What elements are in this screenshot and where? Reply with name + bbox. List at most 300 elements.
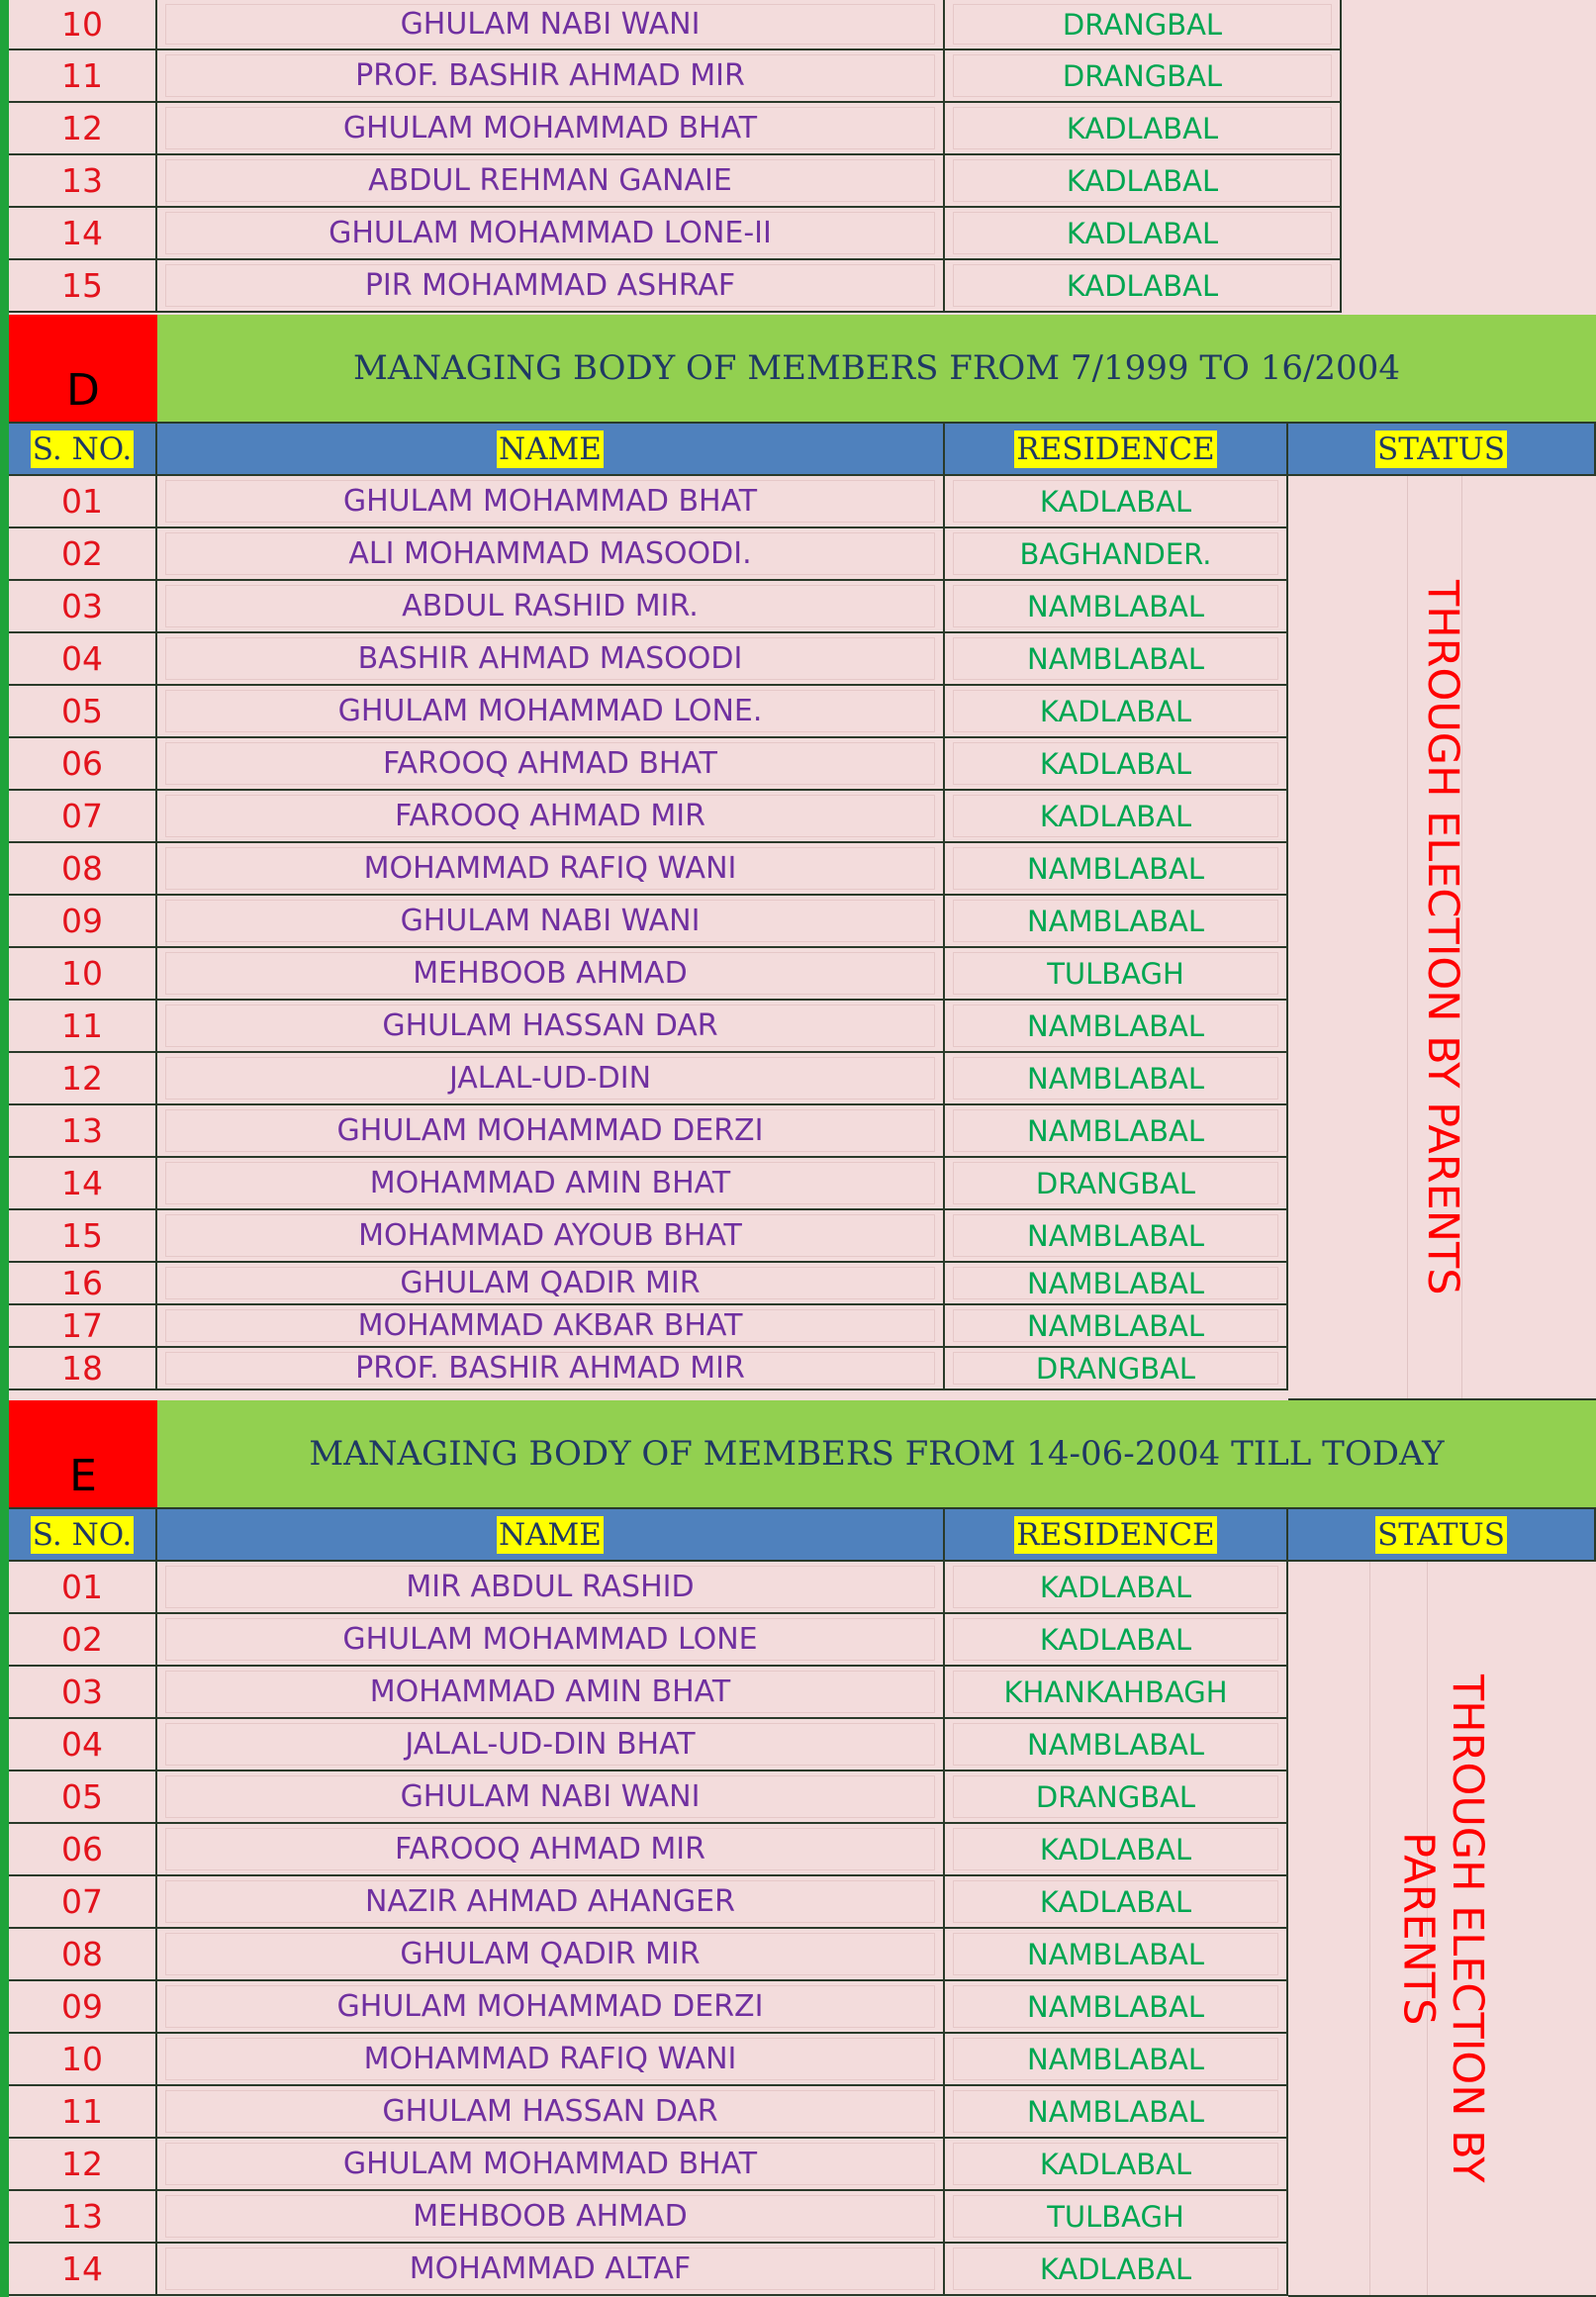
cell-inner-border [165, 1109, 935, 1152]
member-name-cell [157, 686, 945, 738]
member-name-cell [157, 1929, 945, 1981]
cell-inner-border [165, 107, 935, 149]
member-name-text: ABDUL RASHID MIR. [402, 589, 699, 623]
cell-inner-border [165, 585, 935, 627]
member-name-text: MIR ABDUL RASHID [406, 1570, 695, 1604]
cell-inner-border [953, 2248, 1278, 2290]
member-name-cell [157, 1001, 945, 1053]
member-name-text: GHULAM MOHAMMAD DERZI [336, 1113, 764, 1148]
residence-cell [945, 948, 1288, 1001]
member-name-cell [157, 2034, 945, 2086]
cell-inner-border [953, 795, 1278, 837]
residence-text: KADLABAL [1039, 2147, 1192, 2181]
serial-number-cell: 10 [9, 948, 157, 1001]
column-header-name [157, 424, 945, 476]
column-header-label: RESIDENCE [1016, 1516, 1215, 1553]
residence-text: DRANGBAL [1035, 1166, 1196, 1200]
cell-inner-border [953, 480, 1278, 523]
serial-number-cell: 12 [9, 2139, 157, 2191]
residence-text: DRANGBAL [1062, 7, 1223, 42]
cell-inner-border [165, 2248, 935, 2290]
table-row [9, 581, 1279, 633]
section-header-section_e [9, 1400, 1596, 1509]
serial-number-cell: 18 [9, 1348, 157, 1390]
serial-number-cell: 11 [9, 2086, 157, 2139]
cell-inner-border [953, 159, 1332, 202]
status-text: THROUGH ELECTION BY PARENTS [1393, 1674, 1492, 2183]
residence-text: NAMBLABAL [1027, 2042, 1204, 2076]
member-name-text: MOHAMMAD AYOUB BHAT [358, 1218, 742, 1253]
status-merged-cell [1288, 1562, 1596, 2297]
cell-inner-border [165, 1005, 935, 1047]
column-header-status [1288, 424, 1596, 476]
section-letter: D [9, 315, 157, 424]
cell-inner-border [953, 1109, 1278, 1152]
residence-cell [945, 476, 1288, 528]
cell-inner-border [953, 107, 1332, 149]
member-name-cell [157, 50, 945, 103]
member-name-cell [157, 1263, 945, 1305]
column-header-label: NAME [499, 1516, 602, 1553]
member-name-cell [157, 1719, 945, 1771]
member-name-text: MOHAMMAD ALTAF [409, 2251, 692, 2286]
member-name-text: PIR MOHAMMAD ASHRAF [364, 268, 736, 303]
table-row [9, 0, 1333, 50]
serial-number-cell: 13 [9, 155, 157, 208]
residence-cell [945, 1053, 1288, 1105]
member-name-cell [157, 1053, 945, 1105]
table-row [9, 896, 1279, 948]
member-name-cell [157, 1210, 945, 1263]
residence-cell [945, 581, 1288, 633]
residence-text: KADLABAL [1039, 746, 1192, 781]
member-name-cell [157, 633, 945, 686]
cell-inner-border [953, 1933, 1278, 1975]
serial-number-cell: 12 [9, 1053, 157, 1105]
serial-number-cell: 15 [9, 260, 157, 313]
cell-inner-border [953, 532, 1278, 575]
residence-text: DRANGBAL [1035, 1779, 1196, 1814]
table-row [9, 2139, 1279, 2191]
residence-cell [945, 1001, 1288, 1053]
cell-inner-border [953, 952, 1278, 995]
table-row [9, 1105, 1279, 1158]
column-header-row [9, 1509, 1596, 1562]
cell-inner-border [165, 1267, 935, 1299]
table-row [9, 208, 1333, 260]
column-header-label: NAME [499, 431, 602, 467]
table-row [9, 2191, 1279, 2244]
member-name-text: GHULAM MOHAMMAD LONE [342, 1622, 758, 1657]
cell-inner-border [953, 54, 1332, 97]
table-row [9, 1263, 1279, 1305]
table-row [9, 686, 1279, 738]
table-row [9, 738, 1279, 791]
cell-inner-border [165, 637, 935, 680]
serial-number-cell: 10 [9, 0, 157, 50]
member-name-text: MOHAMMAD RAFIQ WANI [363, 2042, 737, 2076]
cell-inner-border [165, 1309, 935, 1342]
member-name-cell [157, 1348, 945, 1390]
member-name-cell [157, 581, 945, 633]
member-name-text: MEHBOOB AHMAD [413, 2199, 688, 2234]
serial-number-cell: 07 [9, 1876, 157, 1929]
table-row [9, 2086, 1279, 2139]
residence-text: KHANKAHBAGH [1003, 1675, 1228, 1709]
member-name-cell [157, 528, 945, 581]
cell-inner-border [165, 54, 935, 97]
residence-text: NAMBLABAL [1027, 589, 1204, 623]
residence-text: KADLABAL [1039, 1884, 1192, 1919]
cell-inner-border [165, 1933, 935, 1975]
residence-text: DRANGBAL [1035, 1351, 1196, 1386]
member-name-text: GHULAM HASSAN DAR [382, 1008, 718, 1043]
left-border [0, 0, 9, 2297]
serial-number-cell: 10 [9, 2034, 157, 2086]
table-row [9, 948, 1279, 1001]
residence-cell [945, 1614, 1288, 1667]
table-row [9, 843, 1279, 896]
cell-inner-border [953, 1214, 1278, 1257]
serial-number-cell: 16 [9, 1263, 157, 1305]
residence-cell [945, 1305, 1288, 1348]
member-name-cell [157, 1614, 945, 1667]
residence-cell [945, 1105, 1288, 1158]
residence-cell [945, 1348, 1288, 1390]
member-name-text: JALAL-UD-DIN BHAT [405, 1727, 696, 1762]
cell-inner-border [953, 1775, 1278, 1818]
residence-cell [945, 1824, 1288, 1876]
member-name-text: PROF. BASHIR AHMAD MIR [355, 1351, 745, 1386]
table-row [9, 1305, 1279, 1348]
residence-cell [945, 1210, 1288, 1263]
serial-number-cell: 17 [9, 1305, 157, 1348]
member-name-cell [157, 1158, 945, 1210]
table-row [9, 1210, 1279, 1263]
cell-inner-border [165, 690, 935, 732]
cell-inner-border [165, 264, 935, 307]
residence-cell [945, 260, 1342, 313]
residence-cell [945, 791, 1288, 843]
residence-cell [945, 1562, 1288, 1614]
residence-text: NAMBLABAL [1027, 851, 1204, 886]
residence-cell [945, 2244, 1288, 2296]
column-header-residence [945, 1509, 1288, 1562]
status-text: THROUGH ELECTION BY PARENTS [1418, 579, 1468, 1295]
serial-number-cell: 03 [9, 581, 157, 633]
cell-inner-border [953, 264, 1332, 307]
serial-number-cell: 09 [9, 1981, 157, 2034]
table-row [9, 1824, 1279, 1876]
table-row [9, 1981, 1279, 2034]
cell-inner-border [165, 1723, 935, 1766]
residence-cell [945, 0, 1342, 50]
residence-text: TULBAGH [1047, 2199, 1184, 2234]
cell-inner-border [165, 1162, 935, 1204]
residence-cell [945, 1719, 1288, 1771]
cell-inner-border [165, 1985, 935, 2028]
residence-cell [945, 155, 1342, 208]
member-name-cell [157, 1667, 945, 1719]
status-merged-cell [1288, 476, 1596, 1400]
member-name-cell [157, 738, 945, 791]
residence-text: NAMBLABAL [1027, 1989, 1204, 2024]
member-name-cell [157, 1876, 945, 1929]
member-name-text: GHULAM MOHAMMAD LONE. [337, 694, 763, 728]
residence-text: KADLABAL [1039, 2251, 1192, 2286]
member-name-text: JALAL-UD-DIN [448, 1061, 652, 1096]
serial-number-cell: 03 [9, 1667, 157, 1719]
member-name-text: FAROOQ AHMAD BHAT [382, 746, 718, 781]
cell-inner-border [165, 2090, 935, 2133]
serial-number-cell: 05 [9, 686, 157, 738]
residence-cell [945, 528, 1288, 581]
table-row [9, 260, 1333, 313]
member-name-cell [157, 0, 945, 50]
member-name-text: GHULAM MOHAMMAD BHAT [342, 2147, 758, 2181]
member-name-cell [157, 843, 945, 896]
residence-cell [945, 843, 1288, 896]
cell-inner-border [953, 1723, 1278, 1766]
residence-cell [945, 1929, 1288, 1981]
table-row [9, 1771, 1279, 1824]
residence-cell [945, 50, 1342, 103]
cell-inner-border [953, 690, 1278, 732]
serial-number-cell: 11 [9, 1001, 157, 1053]
column-header-status [1288, 1509, 1596, 1562]
cell-inner-border [953, 1985, 1278, 2028]
cell-inner-border [953, 2195, 1278, 2238]
residence-cell [945, 1771, 1288, 1824]
table-row [9, 1667, 1279, 1719]
serial-number-cell: 12 [9, 103, 157, 155]
residence-cell [945, 1876, 1288, 1929]
cell-inner-border [953, 4, 1332, 45]
cell-inner-border [953, 742, 1278, 785]
column-header-label: RESIDENCE [1016, 431, 1215, 467]
cell-inner-border [953, 585, 1278, 627]
member-name-text: MEHBOOB AHMAD [413, 956, 688, 991]
member-name-cell [157, 155, 945, 208]
cell-inner-border [953, 900, 1278, 942]
cell-inner-border [165, 159, 935, 202]
cell-inner-border [953, 1880, 1278, 1923]
column-header-label: S. NO. [32, 431, 133, 467]
member-name-text: MOHAMMAD RAFIQ WANI [363, 851, 737, 886]
table-row [9, 476, 1279, 528]
member-name-text: GHULAM MOHAMMAD BHAT [342, 111, 758, 145]
cell-inner-border [953, 1162, 1278, 1204]
member-name-cell [157, 948, 945, 1001]
column-header-row [9, 424, 1596, 476]
cell-inner-border [165, 1671, 935, 1713]
cell-inner-border [165, 1566, 935, 1608]
member-name-text: GHULAM MOHAMMAD LONE-II [329, 216, 772, 250]
cell-inner-border [953, 2143, 1278, 2185]
residence-cell [945, 1263, 1288, 1305]
residence-text: KADLABAL [1066, 216, 1219, 250]
table-row [9, 2034, 1279, 2086]
section-letter: E [9, 1400, 157, 1509]
member-name-text: GHULAM NABI WANI [400, 904, 701, 938]
residence-text: KADLABAL [1039, 484, 1192, 519]
residence-cell [945, 2139, 1288, 2191]
cell-inner-border [165, 1828, 935, 1870]
section-header-section_d [9, 315, 1596, 424]
residence-text: BAGHANDER. [1019, 536, 1212, 571]
residence-text: NAMBLABAL [1027, 1218, 1204, 1253]
residence-text: TULBAGH [1047, 956, 1184, 991]
member-name-text: MOHAMMAD AKBAR BHAT [357, 1308, 743, 1343]
residence-cell [945, 738, 1288, 791]
residence-cell [945, 633, 1288, 686]
residence-cell [945, 896, 1288, 948]
residence-cell [945, 1667, 1288, 1719]
member-name-cell [157, 260, 945, 313]
serial-number-cell: 15 [9, 1210, 157, 1263]
member-name-text: GHULAM NABI WANI [400, 7, 701, 42]
serial-number-cell: 01 [9, 476, 157, 528]
member-name-text: BASHIR AHMAD MASOODI [357, 641, 743, 676]
cell-inner-border [165, 1775, 935, 1818]
cell-inner-border [953, 1267, 1278, 1299]
serial-number-cell: 11 [9, 50, 157, 103]
member-name-text: GHULAM QADIR MIR [400, 1266, 701, 1300]
residence-text: DRANGBAL [1062, 58, 1223, 93]
member-name-text: FAROOQ AHMAD MIR [395, 1832, 705, 1866]
member-name-text: GHULAM HASSAN DAR [382, 2094, 718, 2129]
cell-inner-border [165, 1352, 935, 1385]
table-row [9, 633, 1279, 686]
serial-number-cell: 14 [9, 208, 157, 260]
table-row [9, 50, 1333, 103]
residence-text: NAMBLABAL [1027, 1937, 1204, 1971]
member-name-cell [157, 1981, 945, 2034]
member-name-text: GHULAM MOHAMMAD BHAT [342, 484, 758, 519]
residence-text: KADLABAL [1066, 163, 1219, 198]
cell-inner-border [165, 900, 935, 942]
cell-inner-border [165, 795, 935, 837]
serial-number-cell: 06 [9, 738, 157, 791]
residence-text: NAMBLABAL [1027, 1113, 1204, 1148]
member-name-cell [157, 1771, 945, 1824]
cell-inner-border [165, 2143, 935, 2185]
column-header-residence [945, 424, 1288, 476]
cell-inner-border [953, 637, 1278, 680]
cell-inner-border [953, 1618, 1278, 1661]
residence-cell [945, 103, 1342, 155]
member-name-cell [157, 2191, 945, 2244]
column-header-label: STATUS [1377, 1516, 1505, 1553]
member-name-text: PROF. BASHIR AHMAD MIR [355, 58, 745, 93]
column-header-sno [9, 1509, 157, 1562]
section-title: MANAGING BODY OF MEMBERS FROM 7/1999 TO 16/2004 [157, 315, 1596, 424]
residence-text: KADLABAL [1039, 1622, 1192, 1657]
serial-number-cell: 08 [9, 1929, 157, 1981]
table-row [9, 1158, 1279, 1210]
residence-cell [945, 2086, 1288, 2139]
member-name-cell [157, 208, 945, 260]
residence-text: KADLABAL [1066, 111, 1219, 145]
table-row [9, 791, 1279, 843]
cell-inner-border [953, 847, 1278, 890]
residence-cell [945, 208, 1342, 260]
table-row [9, 2244, 1279, 2296]
cell-inner-border [165, 742, 935, 785]
cell-inner-border [953, 1671, 1278, 1713]
column-header-sno [9, 424, 157, 476]
cell-inner-border [953, 1057, 1278, 1100]
column-header-label: S. NO. [32, 1516, 133, 1553]
residence-cell [945, 2191, 1288, 2244]
cell-inner-border [165, 2195, 935, 2238]
cell-inner-border [165, 1057, 935, 1100]
serial-number-cell: 13 [9, 2191, 157, 2244]
table-row [9, 528, 1279, 581]
column-header-label: STATUS [1377, 431, 1505, 467]
cell-inner-border [165, 1214, 935, 1257]
residence-text: KADLABAL [1066, 268, 1219, 303]
member-name-cell [157, 2244, 945, 2296]
cell-inner-border [165, 4, 935, 45]
residence-cell [945, 686, 1288, 738]
table-row [9, 1719, 1279, 1771]
member-name-text: GHULAM NABI WANI [400, 1779, 701, 1814]
table-row [9, 1001, 1279, 1053]
cell-inner-border [165, 212, 935, 254]
residence-text: NAMBLABAL [1027, 1061, 1204, 1096]
cell-inner-border [953, 1352, 1278, 1385]
member-name-cell [157, 1824, 945, 1876]
residence-text: NAMBLABAL [1027, 1727, 1204, 1762]
residence-text: NAMBLABAL [1027, 904, 1204, 938]
table-row [9, 1876, 1279, 1929]
serial-number-cell: 04 [9, 1719, 157, 1771]
member-name-text: MOHAMMAD AMIN BHAT [369, 1675, 731, 1709]
residence-text: NAMBLABAL [1027, 641, 1204, 676]
serial-number-cell: 02 [9, 528, 157, 581]
status-text-wrap [1288, 1562, 1596, 2295]
member-name-text: FAROOQ AHMAD MIR [395, 799, 705, 833]
cell-inner-border [953, 212, 1332, 254]
cell-inner-border [165, 532, 935, 575]
column-header-name [157, 1509, 945, 1562]
cell-inner-border [953, 2090, 1278, 2133]
table-row [9, 1929, 1279, 1981]
cell-inner-border [953, 1566, 1278, 1608]
cell-inner-border [953, 1309, 1278, 1342]
cell-inner-border [953, 1005, 1278, 1047]
member-name-cell [157, 103, 945, 155]
cell-inner-border [165, 480, 935, 523]
cell-inner-border [953, 2038, 1278, 2080]
residence-text: NAMBLABAL [1027, 1008, 1204, 1043]
table-row [9, 1562, 1279, 1614]
member-name-text: MOHAMMAD AMIN BHAT [369, 1166, 731, 1200]
serial-number-cell: 08 [9, 843, 157, 896]
residence-text: KADLABAL [1039, 1832, 1192, 1866]
member-name-cell [157, 2139, 945, 2191]
serial-number-cell: 01 [9, 1562, 157, 1614]
serial-number-cell: 07 [9, 791, 157, 843]
member-name-cell [157, 2086, 945, 2139]
residence-cell [945, 1158, 1288, 1210]
residence-cell [945, 1981, 1288, 2034]
member-name-text: GHULAM QADIR MIR [400, 1937, 701, 1971]
serial-number-cell: 04 [9, 633, 157, 686]
member-name-cell [157, 1105, 945, 1158]
member-name-cell [157, 1562, 945, 1614]
